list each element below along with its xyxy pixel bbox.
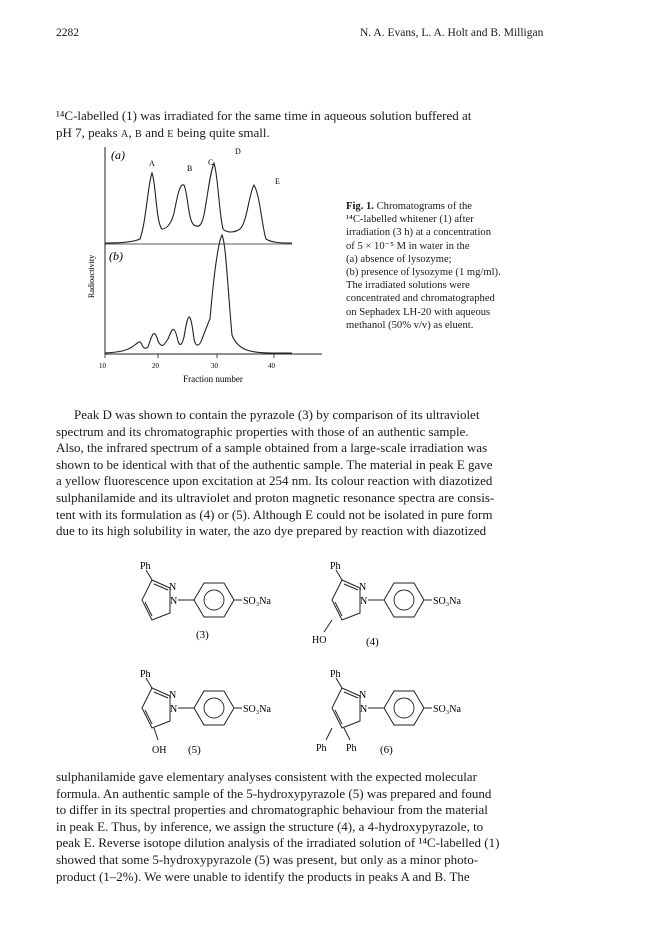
caption-fig-number: Fig. 1. xyxy=(346,201,374,212)
svg-text:Ph: Ph xyxy=(346,743,357,754)
panel-b-label: (b) xyxy=(109,249,123,263)
structure-4 xyxy=(312,561,461,648)
x-tick-20: 20 xyxy=(152,362,159,370)
text-line: ¹⁴C-labelled (1) was irradiated for the same time in aqueous solution buffered at xyxy=(56,108,472,123)
svg-text:N: N xyxy=(360,596,368,607)
svg-text:OH: OH xyxy=(152,745,167,756)
svg-text:N: N xyxy=(170,704,178,715)
peak-label-e: E xyxy=(275,177,280,186)
peak-label-c: C xyxy=(208,158,214,167)
x-axis-label: Fraction number xyxy=(183,374,243,384)
peak-d-paragraph xyxy=(56,407,589,540)
chemical-structures xyxy=(130,558,530,758)
svg-text:SO₃Na: SO₃Na xyxy=(243,596,271,607)
peak-label-d: D xyxy=(235,147,241,156)
text-line: peak E. Reverse isotope dilution analysis of the irradiated solution of ¹⁴C-labelled (1) xyxy=(56,835,500,851)
text-line: Peak D was shown to contain the pyrazole (3) by comparison of its ultraviolet xyxy=(74,407,480,422)
intro-paragraph xyxy=(56,108,589,143)
page-number: 2282 xyxy=(56,27,79,39)
compound-label-6: (6) xyxy=(380,744,393,756)
svg-text:Ph: Ph xyxy=(316,743,327,754)
text-line: a yellow fluorescence upon excitation at 254 nm. Its colour reaction with diazotized xyxy=(56,473,493,489)
svg-text:N: N xyxy=(360,704,368,715)
curve-a xyxy=(105,163,292,243)
text-line: sulphanilamide and its ultraviolet and proton magnetic resonance spectra are consis- xyxy=(56,489,495,505)
svg-text:Ph: Ph xyxy=(330,669,341,680)
svg-text:N: N xyxy=(359,690,367,701)
svg-text:N: N xyxy=(169,690,177,701)
text-line: pH 7, peaks A, B and E being quite small. xyxy=(56,124,270,140)
svg-text:N: N xyxy=(359,582,367,593)
final-paragraph xyxy=(56,769,589,885)
peak-label-b: B xyxy=(187,164,193,173)
running-header-authors: N. A. Evans, L. A. Holt and B. Milligan xyxy=(360,27,544,39)
structure-3 xyxy=(140,561,271,641)
svg-text:N: N xyxy=(169,582,177,593)
compound-label-5: (5) xyxy=(188,744,201,756)
svg-text:N: N xyxy=(170,596,178,607)
svg-text:Ph: Ph xyxy=(140,561,151,572)
compound-label-3: (3) xyxy=(196,629,209,641)
structure-6 xyxy=(316,669,461,756)
text-line: shown to be identical with that of the authentic sample. The material in peak E gave xyxy=(56,456,493,472)
text-line: to differ in its spectral properties and chromatographic behaviour from the material xyxy=(56,802,488,818)
text-line: in peak E. Thus, by inference, we assign the structure (4), a 4-hydroxypyrazole, to xyxy=(56,818,484,834)
compound-label-4: (4) xyxy=(366,636,379,648)
y-axis-label: Radioactivity xyxy=(87,254,96,298)
figure-caption: Fig. 1. Chromatograms of the ¹⁴C-labelled whitener (1) after irradiation (3 h) at a concentration of 5 × 10⁻⁵ M in water in the (a) absence of lysozyme; (b) presence of lysozyme (1 mg/ml). The irradiated solutions were concentrated and chromatographed on Sephadex LH-20 with aqueous methanol (50% v/v) as eluent. xyxy=(346,201,501,331)
figure-1-chromatograms xyxy=(82,143,332,388)
svg-text:Ph: Ph xyxy=(330,561,341,572)
peak-label-a: A xyxy=(149,159,155,168)
text-line: product (1–2%). We were unable to identify the products in peaks A and B. The xyxy=(56,868,470,884)
text-line: formula. An authentic sample of the 5-hydroxypyrazole (5) was prepared and found xyxy=(56,785,492,801)
svg-text:Ph: Ph xyxy=(140,669,151,680)
text-line: sulphanilamide gave elementary analyses consistent with the expected molecular xyxy=(56,769,477,784)
structure-5 xyxy=(140,669,271,756)
text-line: spectrum and its chromatographic properties with those of an authentic sample. xyxy=(56,423,469,439)
curve-b xyxy=(105,235,292,353)
panel-a-label: (a) xyxy=(111,148,125,162)
svg-text:SO₃Na: SO₃Na xyxy=(243,704,271,715)
text-line: tent with its formulation as (4) or (5). Although E could not be isolated in pure form xyxy=(56,506,493,522)
svg-text:HO: HO xyxy=(312,635,327,646)
svg-text:SO₃Na: SO₃Na xyxy=(433,704,461,715)
svg-text:SO₃Na: SO₃Na xyxy=(433,596,461,607)
text-line: showed that some 5-hydroxypyrazole (5) was present, but only as a minor photo- xyxy=(56,851,479,867)
x-tick-30: 30 xyxy=(211,362,218,370)
text-line: due to its high solubility in water, the azo dye prepared by reaction with diazotized xyxy=(56,523,487,539)
text-line: Also, the infrared spectrum of a sample obtained from a large-scale irradiation was xyxy=(56,440,488,456)
x-tick-40: 40 xyxy=(268,362,275,370)
x-tick-10: 10 xyxy=(99,362,106,370)
